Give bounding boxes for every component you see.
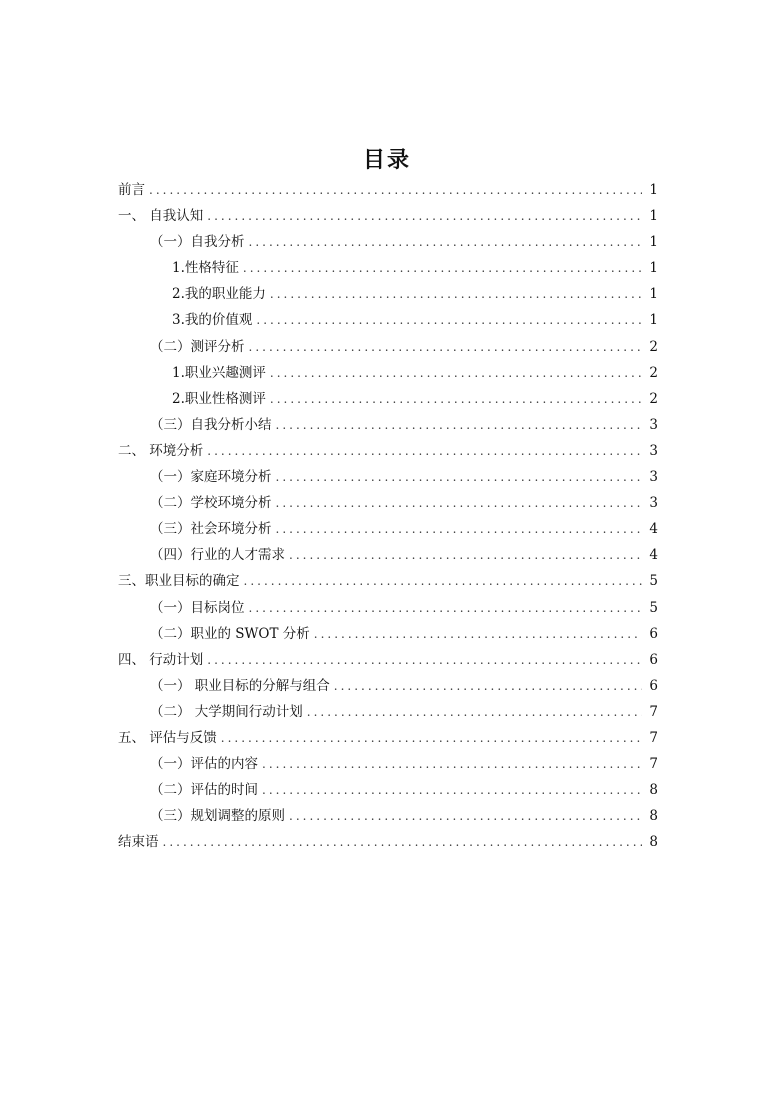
toc-entry-page: 6 [649,677,658,694]
toc-entry-page: 1 [649,208,658,225]
toc-entry-label: （二） 大学期间行动计划 [150,703,303,720]
dot-leader [262,757,642,771]
toc-entry-label: （一）评估的内容 [150,756,258,773]
toc-title: 目录 [362,148,411,173]
toc-entry-label: （二）评估的时间 [150,782,258,799]
toc-entry-page: 1 [649,286,658,303]
toc-entry-page: 6 [649,625,658,642]
dot-leader [270,366,642,380]
dot-leader [262,783,642,797]
toc-entry-page: 3 [649,469,658,486]
toc-entry[interactable] [118,282,658,308]
dot-leader [249,235,643,249]
dot-leader [249,340,643,354]
dot-leader [249,601,643,615]
toc-entry-page: 1 [649,182,658,198]
toc-entry[interactable] [118,178,658,204]
toc-entry-page: 7 [649,703,658,720]
toc-entry-page: 4 [649,521,658,538]
toc-entry[interactable] [118,308,658,334]
dot-leader [276,418,643,432]
toc-entry[interactable] [118,465,658,491]
toc-entry-page: 1 [649,260,658,277]
dot-leader [270,287,642,301]
toc-entry[interactable] [118,596,658,622]
dot-leader [149,183,642,197]
dot-leader [256,313,642,327]
toc-entry[interactable] [118,491,658,517]
toc-entry-page: 1 [649,312,658,329]
toc-entry-label: 1.性格特征 [172,260,239,277]
dot-leader [270,392,642,406]
toc-entry-page: 8 [649,834,658,851]
toc-entry-label: （二）学校环境分析 [150,495,272,512]
toc-entry-page: 3 [649,416,658,433]
toc-entry-label: 3.我的价值观 [172,312,253,329]
dot-leader [334,679,642,693]
toc-entry-page: 7 [649,756,658,773]
toc-entry-label: 2.职业性格测评 [172,390,266,407]
toc-entry-page: 2 [649,390,658,407]
toc-entry-page: 3 [649,442,658,459]
toc-entry[interactable] [118,361,658,387]
toc-entry-page: 2 [649,338,658,355]
toc-entry-label: 2.我的职业能力 [172,286,266,303]
dot-leader [276,496,643,510]
toc-entry[interactable] [118,726,658,752]
dot-leader [221,731,642,745]
toc-entry-page: 1 [649,234,658,251]
dot-leader [289,548,642,562]
toc-list [118,178,658,856]
toc-entry-label: （三）社会环境分析 [150,521,272,538]
toc-entry-label: 一、 自我认知 [118,208,204,225]
dot-leader [243,261,642,275]
toc-entry-page: 6 [649,651,658,668]
toc-entry[interactable] [118,387,658,413]
toc-entry-label: （一）目标岗位 [150,599,245,616]
toc-entry-label: 1.职业兴趣测评 [172,364,266,381]
toc-entry[interactable] [118,648,658,674]
toc-entry-page: 2 [649,364,658,381]
toc-entry[interactable] [118,204,658,230]
toc-entry-label: （一）自我分析 [150,234,245,251]
toc-entry[interactable] [118,569,658,595]
toc-entry[interactable] [118,335,658,361]
toc-entry-label: （二）职业的 SWOT 分析 [150,625,310,642]
dot-leader [207,653,642,667]
toc-entry[interactable] [118,622,658,648]
toc-entry-label: （四）行业的人才需求 [150,547,285,564]
toc-entry-page: 8 [649,782,658,799]
dot-leader [289,809,642,823]
toc-entry-label: 二、 环境分析 [118,442,204,459]
toc-entry[interactable] [118,752,658,778]
toc-entry-label: （三）规划调整的原则 [150,808,285,825]
toc-entry-label: 结束语 [118,834,159,851]
dot-leader [163,835,643,849]
toc-entry[interactable] [118,543,658,569]
dot-leader [314,627,642,641]
toc-entry-label: （一） 职业目标的分解与组合 [150,677,330,694]
toc-entry[interactable] [118,517,658,543]
toc-entry-label: （一）家庭环境分析 [150,469,272,486]
dot-leader [276,522,643,536]
toc-entry[interactable] [118,230,658,256]
toc-entry-page: 5 [649,573,658,590]
dot-leader [276,470,643,484]
dot-leader [244,574,643,588]
toc-entry[interactable] [118,256,658,282]
toc-entry-page: 5 [649,599,658,616]
toc-entry[interactable] [118,830,658,856]
toc-entry-page: 8 [649,808,658,825]
toc-entry[interactable] [118,439,658,465]
toc-entry-page: 4 [649,547,658,564]
toc-entry-label: （三）自我分析小结 [150,416,272,433]
toc-entry[interactable] [118,413,658,439]
toc-entry-label: 四、 行动计划 [118,651,204,668]
dot-leader [307,705,642,719]
toc-entry[interactable] [118,778,658,804]
toc-entry-label: 三、职业目标的确定 [118,573,240,590]
dot-leader [207,444,642,458]
dot-leader [207,209,642,223]
toc-entry[interactable] [118,674,658,700]
toc-entry[interactable] [118,804,658,830]
toc-entry-page: 3 [649,495,658,512]
toc-entry-label: 前言 [118,182,145,198]
toc-entry-label: （二）测评分析 [150,338,245,355]
toc-entry[interactable] [118,700,658,726]
toc-entry-page: 7 [649,729,658,746]
toc-entry-label: 五、 评估与反馈 [118,729,217,746]
